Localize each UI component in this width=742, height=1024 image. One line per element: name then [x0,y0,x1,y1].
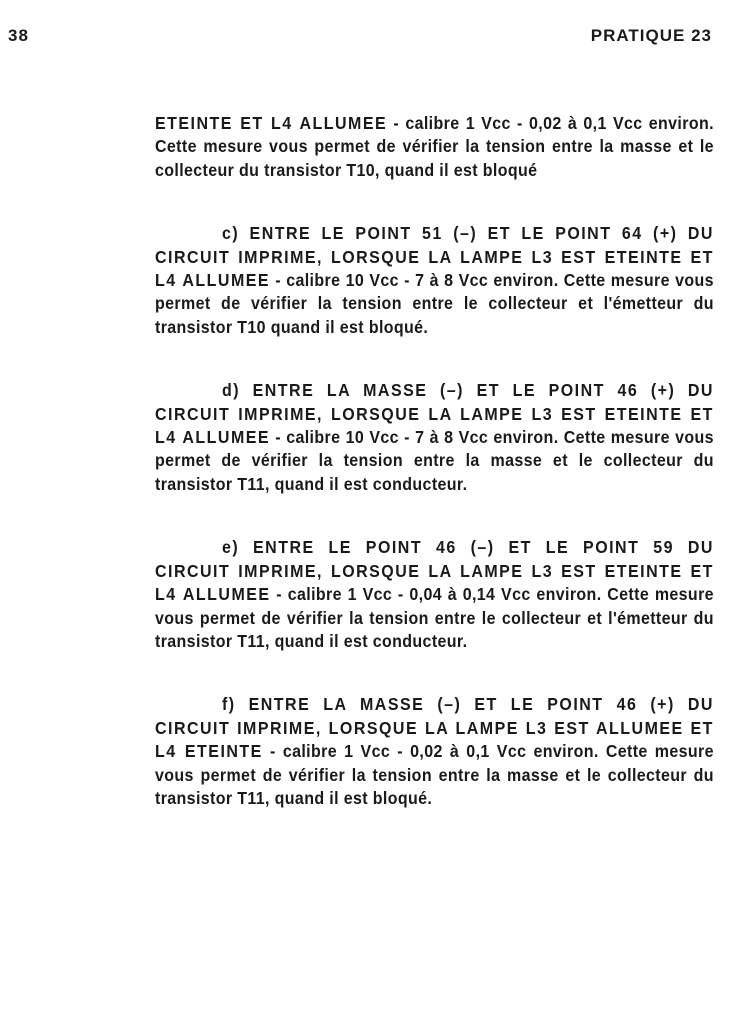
paragraph-text: - calibre 1 Vcc - 0,04 à 0,14 Vcc environ. Cette mesure vous permet de vérifier la tension entre le collecteur et l'émetteur du transistor T11, quand il est conducteur. [155,584,714,651]
paragraph-e [155,536,714,653]
paragraph-text: - calibre 10 Vcc - 7 à 8 Vcc environ. Cette mesure vous permet de vérifier la tension entre la masse et le collecteur du transistor T11, quand il est conducteur. [155,427,714,494]
paragraph-text: - calibre 10 Vcc - 7 à 8 Vcc environ. Cette mesure vous permet de vérifier la tension entre le collecteur et l'émetteur du transistor T10 quand il est bloqué. [155,270,714,337]
paragraph-d [155,379,714,496]
paragraph-caps: e) ENTRE LE POINT 46 (–) ET LE POINT 59 DU CIRCUIT IMPRIME, LORSQUE LA LAMPE L3 EST ETEINTE ET L4 ALLUMEE [155,537,714,605]
paragraph-caps: f) ENTRE LA MASSE (–) ET LE POINT 46 (+) DU CIRCUIT IMPRIME, LORSQUE LA LAMPE L3 EST ALLUMEE ET L4 ETEINTE [155,694,714,762]
running-title: PRATIQUE 23 [590,26,712,45]
paragraph-caps: ETEINTE ET L4 ALLUMEE [155,113,388,133]
page-number: 38 [8,26,29,45]
paragraph-f [155,693,714,810]
paragraph-text: - calibre 1 Vcc - 0,02 à 0,1 Vcc environ. Cette mesure vous permet de vérifier la tension entre la masse et le collecteur du transistor T11, quand il est bloqué. [155,741,714,808]
paragraph-c [155,222,714,339]
paragraph-caps: c) ENTRE LE POINT 51 (–) ET LE POINT 64 (+) DU CIRCUIT IMPRIME, LORSQUE LA LAMPE L3 EST ETEINTE ET L4 ALLUMEE [155,223,714,291]
paragraph-continuation [155,112,714,182]
page-header [0,26,742,50]
paragraph-caps: d) ENTRE LA MASSE (–) ET LE POINT 46 (+) DU CIRCUIT IMPRIME, LORSQUE LA LAMPE L3 EST ETEINTE ET L4 ALLUMEE [155,380,714,448]
paragraph-text: - calibre 1 Vcc - 0,02 à 0,1 Vcc environ. Cette mesure vous permet de vérifier la tension entre la masse et le collecteur du transistor T10, quand il est bloqué [155,113,714,180]
page-body [155,112,714,850]
